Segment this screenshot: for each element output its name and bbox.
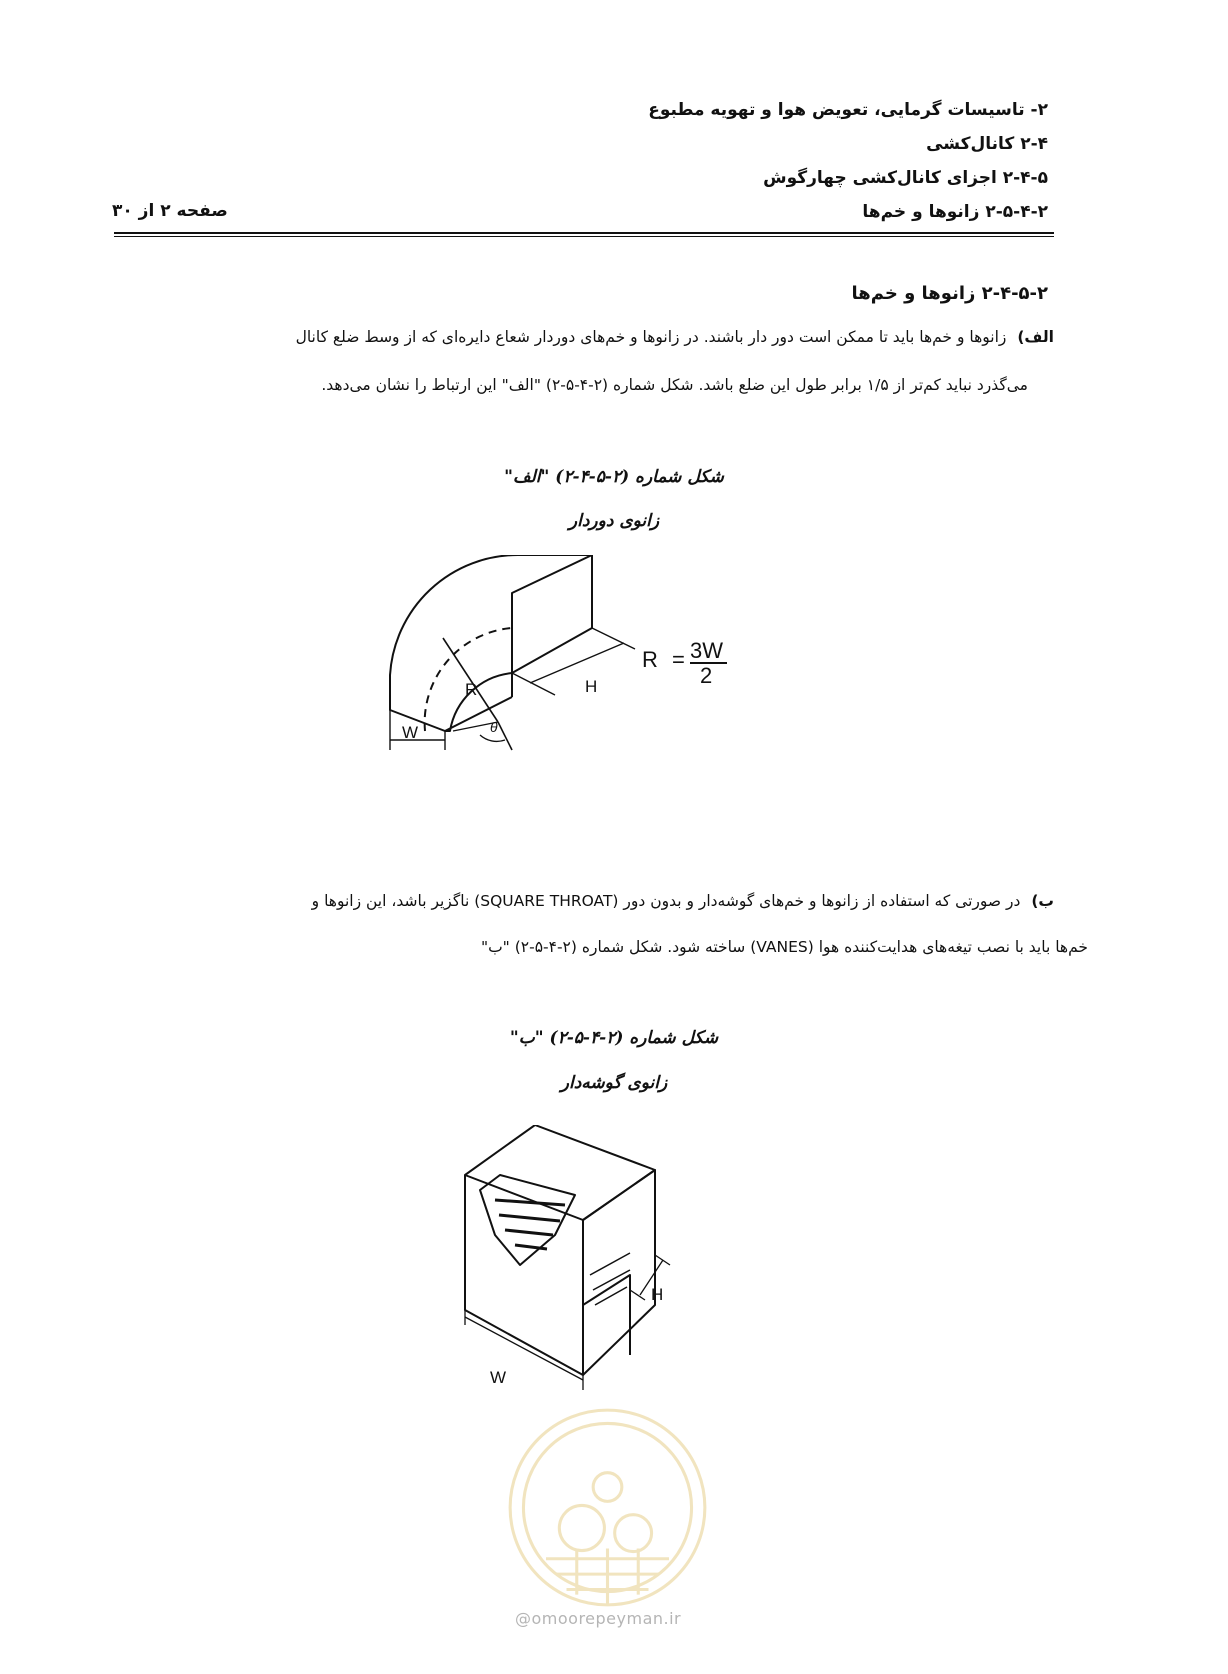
label-r: R bbox=[465, 680, 478, 699]
inlet-opening bbox=[583, 1275, 630, 1355]
header-rule bbox=[114, 232, 1054, 234]
paragraph-a-lead: الف) bbox=[1017, 328, 1054, 346]
header-chapter: ۲- تاسیسات گرمایی، تعویض هوا و تهویه مطبوع bbox=[648, 100, 1048, 120]
figure-b-subtitle: زانوی گوشه‌دار bbox=[560, 1073, 668, 1093]
page-number: صفحه ۲ از ۳۰ bbox=[112, 201, 228, 221]
figure-a-subtitle: زانوی دوردار bbox=[568, 511, 660, 531]
elbow-face-rect bbox=[512, 555, 592, 673]
radius-elbow-diagram bbox=[380, 555, 740, 785]
paragraph-a-line-2: می‌گذرد نباید کم‌تر از ۱/۵ برابر طول این ضلع باشد. شکل شماره (۲-۴-۵-۲) "الف" این ارتباط را نشان می‌دهد. bbox=[321, 376, 1028, 394]
formula-numerator: 3W bbox=[690, 638, 723, 663]
formula-lhs: R bbox=[642, 647, 658, 672]
label-w: W bbox=[402, 723, 419, 742]
watermark-text: @omoorepeyman.ir bbox=[515, 1609, 682, 1628]
paragraph-b-lead: ب) bbox=[1031, 892, 1054, 910]
paragraph-a-line-1 bbox=[114, 328, 1054, 346]
cutaway bbox=[480, 1175, 575, 1265]
formula-equals: = bbox=[672, 647, 685, 672]
paragraph-b-line-1 bbox=[114, 892, 1054, 910]
label-h-b: H bbox=[651, 1285, 664, 1304]
section-title: ۲-۴-۵-۲ زانوها و خم‌ها bbox=[851, 283, 1048, 304]
paragraph-b-line-2: خم‌ها باید با نصب تیغه‌های هدایت‌کننده هوا (VANES) ساخته شود. شکل شماره (۲-۴-۵-۲) "ب" bbox=[480, 938, 1088, 956]
header-rule-thin bbox=[114, 236, 1054, 237]
watermark-seal-icon bbox=[505, 1405, 710, 1610]
square-throat-elbow-diagram bbox=[455, 1125, 715, 1415]
box-left-face bbox=[465, 1175, 583, 1375]
figure-b-caption: شکل شماره (۲-۴-۵-۲) "ب" bbox=[509, 1028, 719, 1048]
elbow-top-edge bbox=[518, 555, 592, 628]
header-section: ۲-۴ کانال‌کشی bbox=[926, 134, 1048, 154]
header-topic: ۲-۵-۴-۲ زانوها و خم‌ها bbox=[862, 202, 1048, 222]
label-w-b: W bbox=[490, 1368, 507, 1387]
paragraph-a-text-1: زانوها و خم‌ها باید تا ممکن است دور دار باشند. در زانوها و خم‌های دوردار شعاع دایره‌ای که از وسط ضلع کانال bbox=[295, 328, 1007, 346]
header-subsection: ۲-۴-۵ اجزای کانال‌کشی چهارگوش bbox=[763, 168, 1048, 188]
figure-a-caption: شکل شماره (۲-۵-۴-۲) "الف" bbox=[504, 467, 724, 487]
label-h: H bbox=[585, 677, 598, 696]
paragraph-b-text-1: در صورتی که استفاده از زانوها و خم‌های گوشه‌دار و بدون دور (SQUARE THROAT) ناگزیر باشد، این زانوها و bbox=[311, 892, 1021, 910]
formula-denominator: 2 bbox=[700, 663, 713, 688]
label-theta: θ bbox=[490, 719, 498, 735]
